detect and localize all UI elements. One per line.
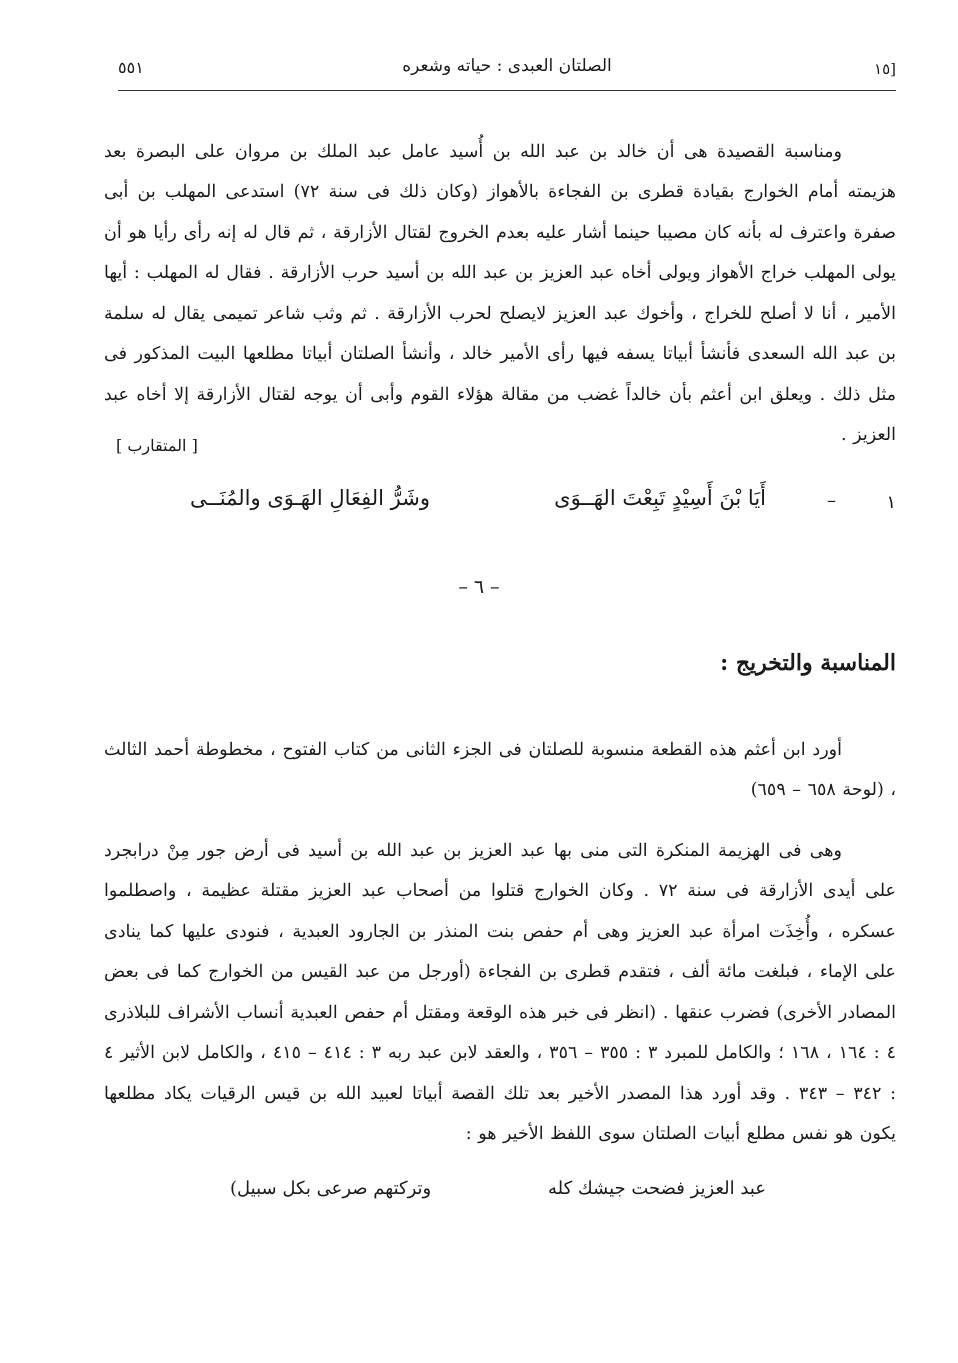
verse-line <box>190 486 896 532</box>
verse-hemistich-first: أَيَا بْنَ أَسِيْدٍ تَبِعْتَ الهَــوَى <box>554 486 766 510</box>
header-rule <box>118 90 896 91</box>
quoted-hemistich-first: عبد العزيز فضحت جيشك كله <box>547 1178 766 1199</box>
verse-number: ١ <box>886 492 896 513</box>
page-number: ٥٥١ <box>118 58 144 77</box>
quoted-verse <box>230 1178 896 1212</box>
header-mark: [١٥ <box>874 60 896 78</box>
verse-dash: – <box>827 490 836 511</box>
meter-label: [ المتقارب ] <box>116 436 198 455</box>
page-header <box>118 56 896 86</box>
section-number: – ٦ – <box>458 576 500 598</box>
quoted-hemistich-second: وتركتهم صرعى بكل سبيل) <box>230 1178 432 1199</box>
paragraph-battle: وهى فى الهزيمة المنكرة التى منى بها عبد العزيز بن عبد الله بن أسيد فى أرض جور مِنْ درابجرد على أيدى الأزارقة فى سنة ٧٢ . وكان الخوارج قتلوا من أصحاب عبد العزيز مقتلة عظيمة ، واصطلموا عسكره ، وأُخِذَت امرأة عبد العزيز وهى أم حفص بنت المنذر بن الجارود العبدية ، فنودى عليها كما ينادى على الإماء ، فبلغت مائة ألف ، فتقدم قطرى بن الفجاءة (أورجل من عبد القيس من الخوارج كما فى بعض المصادر الأخرى) فضرب عنقها . (انظر فى خبر هذه الوقعة ومقتل أم حفص العبدية أنساب الأشراف للبلاذرى ٤ : ١٦٤ ، ١٦٨ ؛ والكامل للمبرد ٣ : ٣٥٥ – ٣٥٦ ، والعقد لابن عبد ربه ٣ : ٤١٤ – ٤١٥ ، والكامل لابن الأثير ٤ : ٣٤٢ – ٣٤٣ . وقد أورد هذا المصدر الأخير بعد تلك القصة أبياتا لعبيد الله بن قيس الرقيات يكاد مطلعها يكون هو نفس مطلع أبيات الصلتان سوى اللفظ الأخير هو : <box>104 840 896 1144</box>
paragraph-source: أورد ابن أعثم هذه القطعة منسوبة للصلتان فى الجزء الثانى من كتاب الفتوح ، مخطوطة أحمد الثالث ، (لوحة ٦٥٨ – ٦٥٩) <box>104 739 896 800</box>
section-title: المناسبة والتخريج : <box>720 650 896 676</box>
verse-hemistich-second: وشَرُّ الفِعَالِ الهَـوَى والمُنَــى <box>190 486 431 510</box>
paragraph-occasion: ومناسبة القصيدة هى أن خالد بن عبد الله بن أُسيد عامل عبد الملك بن مروان على البصرة بعد هزيمته أمام الخوارج بقيادة قطرى بن الفجاءة بالأهواز (وكان ذلك فى سنة ٧٢) استدعى المهلب بن أبى صفرة واعترف له بأنه كان مصيبا حينما أشار عليه بعدم الخروج لقتال الأزارقة ، ثم قال له إنه رأى رأيا هو أن يولى المهلب خراج الأهواز ويولى أخاه عبد العزيز بن عبد الله بن أسيد حرب الأزارقة . فقال له المهلب : أيها الأمير ، أنا لا أصلح للخراج ، وأخوك عبد العزيز لايصلح لحرب الأزارقة . ثم وثب شاعر تميمى يقال له سلمة بن عبد الله السعدى فأنشأ أبياتا يسفه فيها رأى الأمير خالد ، وأنشأ الصلتان أبياتا مطلعها البيت المذكور فى مثل ذلك . ويعلق ابن أعثم بأن خالداً غضب من مقالة هؤلاء القوم وأبى أن يوجه لقتال الأزارقة إلا أخاه عبد العزيز . <box>104 141 896 445</box>
running-title: الصلتان العبدى : حياته وشعره <box>402 56 612 76</box>
